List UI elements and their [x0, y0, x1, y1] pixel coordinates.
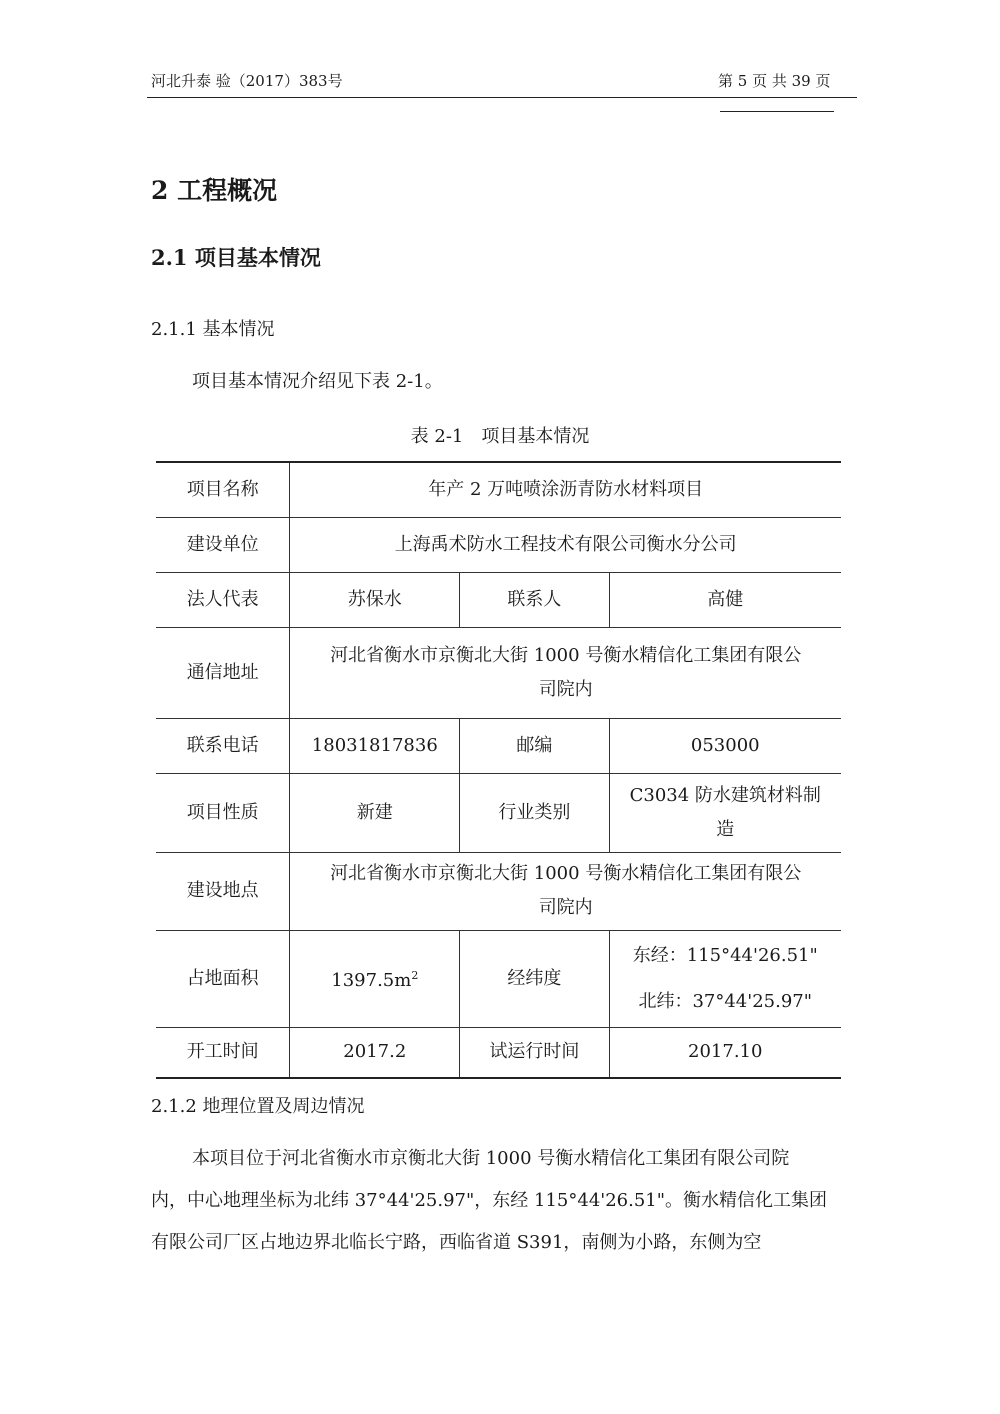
table-value: [290, 627, 841, 718]
site-line-2: 司院内: [538, 897, 593, 918]
table-label: 建设地点: [156, 852, 290, 930]
table-row: [156, 930, 841, 1027]
table-label: 邮编: [460, 718, 609, 773]
table-value: 新建: [290, 773, 460, 852]
table-label: 占地面积: [156, 930, 290, 1027]
table-value: 18031817836: [290, 718, 460, 773]
industry-line-2: 造: [716, 818, 735, 840]
longitude: 东经：115°44'26.51": [632, 944, 818, 966]
subsection-heading: 2.1 项目基本情况: [151, 245, 321, 270]
table-value: [609, 773, 841, 852]
table-label: 项目性质: [156, 773, 290, 852]
table-value: [609, 930, 841, 1027]
table-row: [156, 517, 841, 572]
table-caption: 表 2-1 项目基本情况: [410, 426, 590, 447]
table-row: [156, 627, 841, 718]
area-unit-sup: 2: [411, 969, 419, 982]
table-label: 建设单位: [156, 517, 290, 572]
table-value: [290, 852, 841, 930]
table-value: 2017.2: [290, 1027, 460, 1078]
header-short-rule: [720, 111, 834, 112]
table-value: 苏保水: [290, 572, 460, 627]
table-row: [156, 1027, 841, 1078]
table-label: 联系电话: [156, 718, 290, 773]
table-label: 法人代表: [156, 572, 290, 627]
table-row: [156, 718, 841, 773]
industry-line-1: C3034 防水建筑材料制: [629, 784, 821, 806]
table-row: [156, 852, 841, 930]
table-value: 053000: [609, 718, 841, 773]
table-row: [156, 773, 841, 852]
table-label: 联系人: [460, 572, 609, 627]
table-label: 经纬度: [460, 930, 609, 1027]
table-label: 通信地址: [156, 627, 290, 718]
address-line-1: 河北省衡水市京衡北大街 1000 号衡水精信化工集团有限公: [330, 644, 802, 666]
site-line-1: 河北省衡水市京衡北大街 1000 号衡水精信化工集团有限公: [330, 863, 802, 884]
table-value: 2017.10: [609, 1027, 841, 1078]
table-label: 开工时间: [156, 1027, 290, 1078]
header-rule: [147, 97, 857, 98]
table-label: 试运行时间: [460, 1027, 609, 1078]
table-value: [290, 930, 460, 1027]
header-doc-number: 河北升泰 验（2017）383号: [151, 72, 343, 90]
body-line-3: 有限公司厂区占地边界北临长宁路，西临省道 S391，南侧为小路，东侧为空: [151, 1232, 762, 1253]
latitude: 北纬：37°44'25.97": [638, 990, 813, 1012]
section-heading: 2 工程概况: [151, 176, 278, 205]
body-line-1: 本项目位于河北省衡水市京衡北大街 1000 号衡水精信化工集团有限公司院: [192, 1148, 790, 1169]
project-info-table: [156, 461, 841, 1079]
address-line-2: 司院内: [538, 678, 593, 700]
subsubsection-heading-basic: 2.1.1 基本情况: [151, 319, 275, 340]
subsubsection-heading-location: 2.1.2 地理位置及周边情况: [151, 1096, 365, 1117]
header-page-number: 第 5 页 共 39 页: [718, 72, 831, 90]
intro-paragraph: 项目基本情况介绍见下表 2-1。: [192, 371, 443, 392]
table-value: 高健: [609, 572, 841, 627]
table-label: 行业类别: [460, 773, 609, 852]
table-row: [156, 462, 841, 517]
table-value: 年产 2 万吨喷涂沥青防水材料项目: [290, 462, 841, 517]
table-value: 上海禹术防水工程技术有限公司衡水分公司: [290, 517, 841, 572]
table-row: [156, 572, 841, 627]
body-line-2: 内，中心地理坐标为北纬 37°44'25.97"，东经 115°44'26.51"。衡水精信化工集团: [151, 1190, 828, 1211]
area-value: 1397.5m: [331, 970, 412, 991]
table-label: 项目名称: [156, 462, 290, 517]
